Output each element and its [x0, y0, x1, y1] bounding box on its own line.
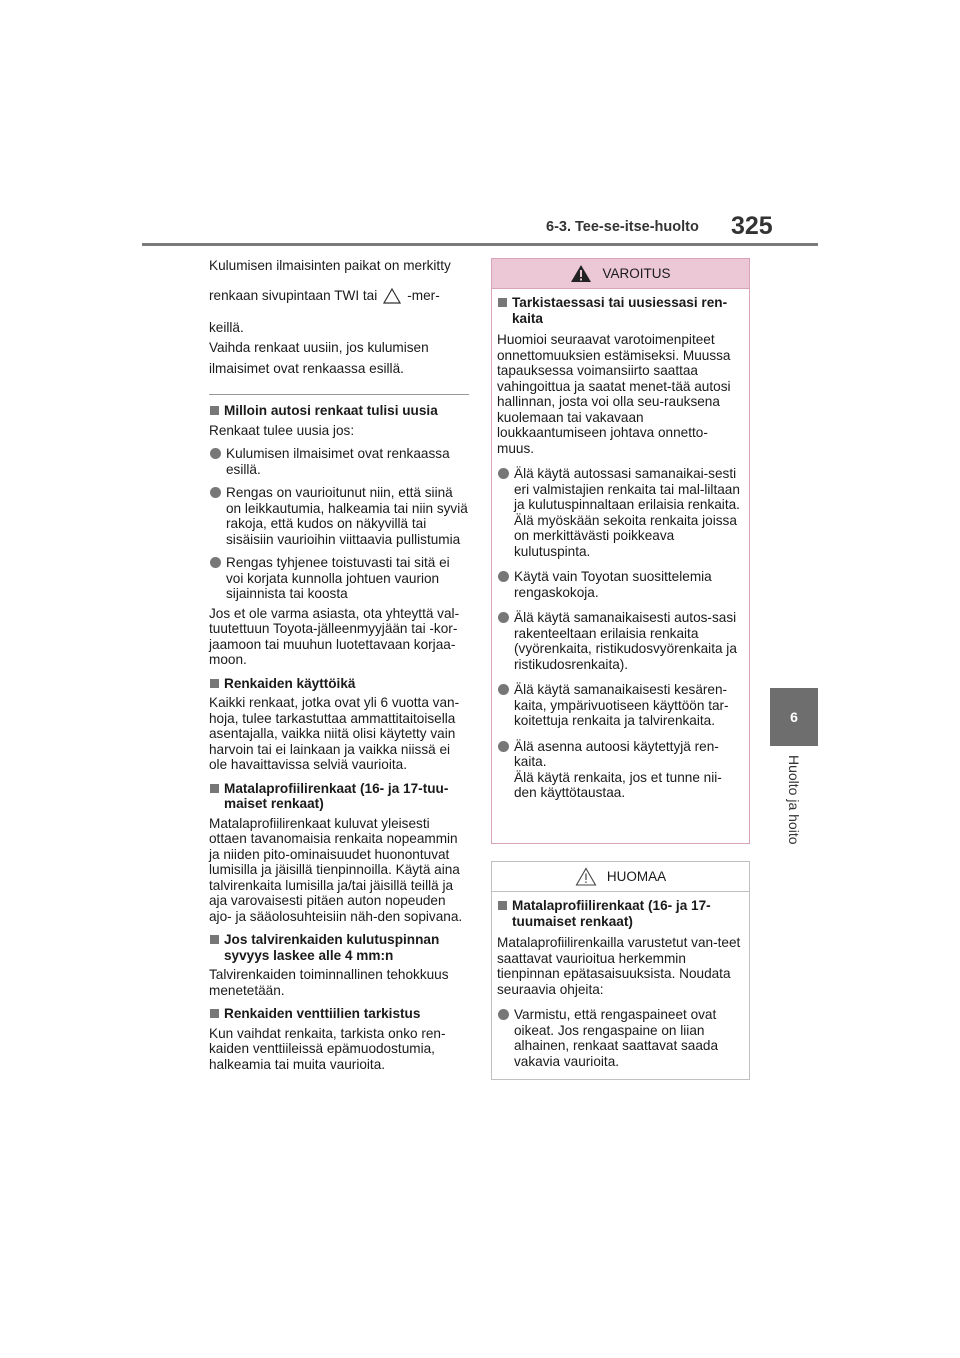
intro-line: Kulumisen ilmaisinten paikat on merkitty [209, 258, 451, 273]
round-bullet-icon [210, 487, 221, 498]
list-item: Rengas tyhjenee toistuvasti tai sitä ei voi korjata kunnolla johtuen vaurion sijainnista tai koosta [209, 555, 469, 602]
page-number: 325 [731, 212, 773, 240]
list-item: Varmistu, että rengaspaineet ovat oikeat. Jos rengaspaine on liian alhainen, renkaat saattavat saada vakavia vaurioita. [497, 1007, 744, 1069]
intro-line: Vaihda renkaat uusiin, jos kulumisen [209, 340, 429, 355]
paragraph: Kun vaihdat renkaita, tarkista onko ren-kaiden venttiileissä epämuodostumia, halkeamia tai muita vaurioita. [209, 1025, 446, 1072]
notice-heading: Matalaprofiilirenkaat (16- ja 17-tuumaiset renkaat) [497, 898, 744, 929]
paragraph: Matalaprofiilirenkailla varustetut van-teet saattavat vaurioitua herkemmin tienpinnan epätasaisuuksista. Noudata seuraavia ohjeita: [497, 935, 741, 997]
notice-title: HUOMAA [606, 868, 667, 884]
round-bullet-icon [498, 684, 509, 695]
list-item: Kulumisen ilmaisimet ovat renkaassa esillä. [209, 446, 469, 477]
notice-box [491, 861, 750, 1080]
section-heading: Matalaprofiilirenkaat (16- ja 17-tuu-maiset renkaat) [209, 781, 469, 812]
paragraph: Renkaat tulee uusia jos: [209, 422, 355, 438]
list-item: Älä käytä autossasi samanaikai-sesti eri valmistajien renkaita tai mal-liltaan ja kulutuspinnaltaan erilaisia renkaita. Älä myöskään sekoita renkaita joissa on merkittävästi poikkeava kulutuspinta. [497, 466, 744, 559]
round-bullet-icon [210, 448, 221, 459]
section-title: 6-3. Tee-se-itse-huolto [546, 219, 699, 235]
chapter-title: Huolto ja hoito [786, 755, 802, 845]
round-bullet-icon [210, 557, 221, 568]
list-item: Rengas on vaurioitunut niin, että siinä on leikkautumia, halkeamia tai niin syviä rakoja, että kudos on näkyvillä tai sisäisiin vaurioihin viittaavia pullistumia [209, 485, 469, 547]
paragraph: Kaikki renkaat, jotka ovat yli 6 vuotta van-hoja, tulee tarkastuttaa ammattitaitoisella asentajalla, vaikka niitä olisi käytetty vain harvoin tai ei lainkaan ja vaikka niissä ei ole havaittavissa selviä vaurioita. [209, 695, 460, 772]
round-bullet-icon [498, 741, 509, 752]
square-bullet-icon [210, 1009, 219, 1018]
intro-text [209, 258, 469, 376]
intro-line: keillä. [209, 319, 244, 335]
list-item: Älä käytä samanaikaisesti autos-sasi rakenteeltaan erilaisia renkaita (vyörenkaita, ristikudosvyörenkaita ja ristikudosrenkaita). [497, 610, 744, 672]
notice-body [492, 892, 749, 1077]
round-bullet-icon [498, 468, 509, 479]
warning-title: VAROITUS [602, 265, 671, 281]
section-heading: Milloin autosi renkaat tulisi uusia [209, 403, 469, 419]
section-divider [209, 394, 469, 395]
section-heading: Renkaiden venttiilien tarkistus [209, 1006, 469, 1022]
section-heading: Jos talvirenkaiden kulutuspinnan syvyys laskee alle 4 mm:n [209, 932, 469, 963]
paragraph: Matalaprofiilirenkaat kuluvat yleisesti ottaen tavanomaisia renkaita nopeammin ja niiden pito-ominaisuudet huonontuvat lumisilla ja jäisillä tienpinnoilla. Käytä aina talvirenkaita lumisilla ja/tai jäisillä teillä ja aja varovaisesti pitäen auton nopeuden ajo- ja sääolosuhteisiin näh-den sopivana. [209, 815, 463, 924]
list-item: Älä asenna autoosi käytettyjä ren-kaita. Älä käytä renkaita, jos et tunne nii-den käyttötaustaa. [497, 739, 744, 801]
warning-icon [570, 264, 592, 283]
notice-header [492, 862, 749, 892]
square-bullet-icon [498, 298, 507, 307]
chapter-tab [770, 688, 818, 746]
warning-box [491, 258, 750, 844]
square-bullet-icon [210, 406, 219, 415]
warning-body [492, 289, 749, 809]
intro-twi-line [209, 288, 469, 304]
round-bullet-icon [498, 612, 509, 623]
paragraph: Jos et ole varma asiasta, ota yhteyttä val-tuutettuun Toyota-jälleenmyyjään tai -kor-jaamoon tai muuhun luotettavaan korjaa-moon. [209, 605, 460, 667]
paragraph: Huomioi seuraavat varotoimenpiteet onnettomuuksien estämiseksi. Muussa tapauksessa voimansiirto saattaa vahingoittua ja saatat menet-tää autosi hallinnan, josta voi olla seu-rauksena kuolemaan tai vakavaan loukkaantumiseen johtava onnetto-muus. [497, 332, 731, 456]
warning-header [492, 259, 749, 289]
section-heading: Renkaiden käyttöikä [209, 676, 469, 692]
round-bullet-icon [498, 571, 509, 582]
list-item: Älä käytä samanaikaisesti kesären-kaita, ympärivuotiseen käyttöön tar-koitettuja renkaita ja talvirenkaita. [497, 682, 744, 729]
chapter-number: 6 [790, 709, 798, 725]
chapter-side-label [768, 755, 820, 865]
square-bullet-icon [210, 679, 219, 688]
intro-line: -mer- [407, 287, 440, 303]
round-bullet-icon [498, 1009, 509, 1020]
caution-icon [575, 867, 597, 886]
intro-line: renkaan sivupintaan TWI tai [209, 287, 378, 303]
square-bullet-icon [210, 784, 219, 793]
tread-wear-indicator-icon [383, 288, 401, 304]
square-bullet-icon [210, 935, 219, 944]
paragraph: Talvirenkaiden toiminnallinen tehokkuus menetetään. [209, 967, 449, 998]
list-item: Käytä vain Toyotan suosittelemia rengaskokoja. [497, 569, 744, 600]
header-divider [142, 243, 818, 246]
intro-line: ilmaisimet ovat renkaassa esillä. [209, 360, 404, 376]
left-column [209, 258, 469, 1072]
square-bullet-icon [498, 901, 507, 910]
warning-heading: Tarkistaessasi tai uusiessasi ren-kaita [497, 295, 744, 326]
